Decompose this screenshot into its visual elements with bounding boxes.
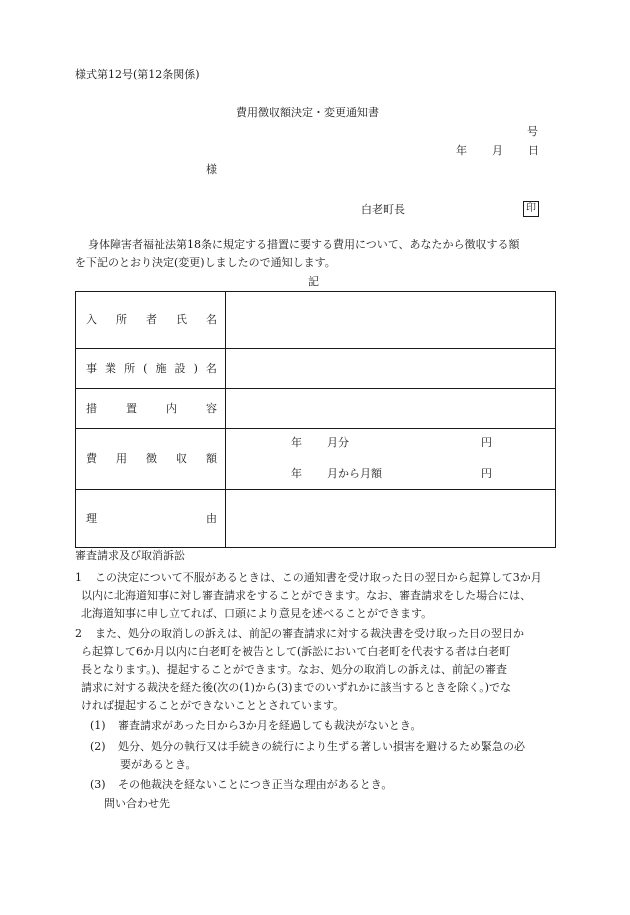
appeal-item1-line2: 以内に北海道知事に対し審査請求をすることができます。なお、審査請求をした場合には、: [81, 589, 532, 602]
appeal-item1-line1: この決定について不服があるときは、この通知書を受け取った日の翌日から起算して3か月: [95, 571, 542, 584]
appeal-item1-number: 1: [75, 571, 82, 584]
ki-heading: 記: [308, 275, 319, 288]
reason-value: [226, 490, 556, 548]
facility-name-value: [226, 349, 556, 389]
issuer-name: 白老町長: [361, 203, 405, 216]
sub-item-2-text: 処分、処分の執行又は手続きの続行により生ずる著しい損害を避けるため緊急の必: [118, 740, 525, 753]
intro-line-2: を下記のとおり決定(変更)しましたので通知します。: [75, 256, 336, 269]
fee-line2-month: 月から月額: [327, 467, 382, 480]
reason-label: 理 由: [76, 490, 226, 548]
sub-item-2-continuation: 要があるとき。: [120, 758, 197, 771]
date-month: 月: [492, 144, 503, 157]
document-title: 費用徴収額決定・変更通知書: [236, 106, 379, 119]
appeal-item2-number: 2: [75, 627, 82, 640]
table-row: [76, 349, 556, 389]
resident-name-label: 入 所 者 氏 名: [76, 292, 226, 349]
appeal-item2-line1: また、処分の取消しの訴えは、前記の審査請求に対する裁決書を受け取った日の翌日か: [95, 627, 524, 640]
form-number: 様式第12号(第12条関係): [75, 68, 200, 81]
sub-item-2-number: (2): [90, 740, 106, 753]
intro-line-1: 身体障害者福祉法第18条に規定する措置に要する費用について、あなたから徴収する額: [88, 238, 520, 251]
sub-item-3-text: その他裁決を経ないことにつき正当な理由があるとき。: [118, 778, 393, 791]
date-year: 年: [456, 144, 467, 157]
table-row: [76, 292, 556, 349]
detail-table: [75, 291, 556, 548]
table-row: [76, 490, 556, 548]
fee-amount-label: 費 用 徴 収 額: [76, 429, 226, 490]
fee-line2-year: 年: [291, 467, 302, 480]
fee-line1-month: 月分: [327, 436, 349, 449]
resident-name-value: [226, 292, 556, 349]
appeal-item1-line3: 北海道知事に申し立てれば、口頭により意見を述べることができます。: [81, 607, 433, 620]
seal-mark: 印: [523, 201, 539, 217]
measure-content-value: [226, 389, 556, 429]
table-row: [76, 429, 556, 490]
date-day: 日: [528, 144, 539, 157]
sub-item-1-number: (1): [90, 719, 106, 732]
sub-item-1-text: 審査請求があった日から3か月を経過しても裁決がないとき。: [118, 719, 422, 732]
facility-name-label: 事 業 所 ( 施 設 ) 名: [76, 349, 226, 389]
appeal-item2-line4: 請求に対する裁決を経た後(次の(1)から(3)までのいずれかに該当するときを除く。)でな: [81, 681, 512, 694]
appeal-item2-line5: ければ提起することができないこととされています。: [81, 699, 345, 712]
sub-item-3-number: (3): [90, 778, 106, 791]
measure-content-label: 措 置 内 容: [76, 389, 226, 429]
contact-label: 問い合わせ先: [104, 797, 170, 810]
appeal-heading: 審査請求及び取消訴訟: [75, 549, 185, 562]
fee-line1-year: 年: [291, 436, 302, 449]
addressee-suffix: 様: [206, 163, 217, 176]
fee-line2-yen: 円: [481, 467, 492, 480]
appeal-item2-line3: 長となります。)、提起することができます。なお、処分の取消しの訴えは、前記の審査: [81, 663, 508, 676]
table-row: [76, 389, 556, 429]
fee-amount-value: [226, 429, 556, 490]
fee-line1-yen: 円: [481, 436, 492, 449]
number-label: 号: [527, 125, 538, 138]
appeal-item2-line2: ら起算して6か月以内に白老町を被告として(訴訟において白老町を代表する者は白老町: [81, 645, 511, 658]
